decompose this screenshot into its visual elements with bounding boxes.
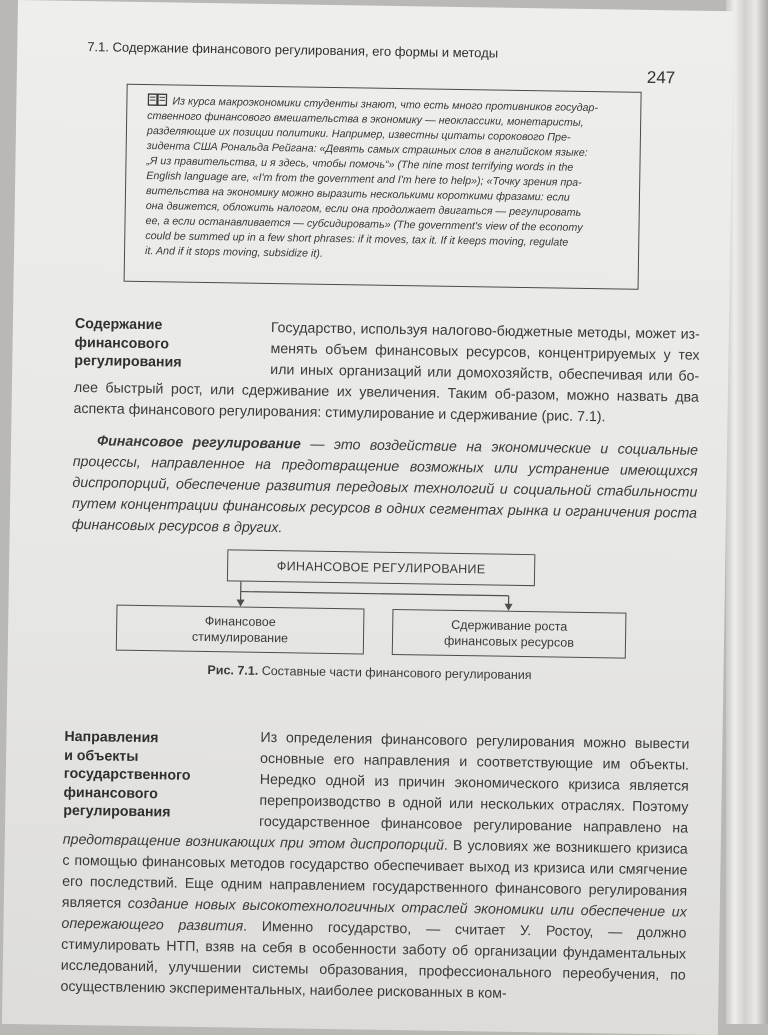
infobox-line: Из курса макроэкономики студенты знают, что есть много противников государ-	[147, 93, 630, 117]
page-number: 247	[647, 68, 676, 88]
infobox-line: could be summed up in a few short phrases: if it moves, tax it. If it keeps moving, regulate	[145, 229, 628, 252]
section-heading-directions: Направления и объекты государственного финансового регулирования	[63, 728, 191, 822]
heading-spacer	[74, 315, 271, 380]
book-icon	[147, 93, 167, 106]
paragraph-definition: Финансовое регулирование — это воздействие на экономические и социальные процессы, направленное на предотвращение возможных или устранение имеющихся диспропорций, обеспечение развития передовых технологий и социальной стабильности путем концентрации финансовых ресурсов в одних сегментах рынка и ограничения роста финансовых ресурсов в других.	[72, 431, 699, 546]
paragraph-directions: Из определения финансового регулирования можно вывести основные его направления и соответствующие им объекты. Нередко одной из причин экономического кризиса является перепроизводство в одной или нескольких отраслях. Поэтому государственное финансовое регулирование направлено на предотвращение возникающих при этом диспропорций. В условиях же возникшего кризиса с помощью финансовых методов государство обеспечивает выход из кризиса или смягчение его последствий. Еще одним направлением государственного финансового регулирования является создание новых высокотехнологичных отраслей экономики или обеспечение их опережающего развития. Именно государство, — считает У. Ростоу, — должно стимулировать НТП, взяв на себя в особенности заботу об организации фундаментальных исследований, улучшении системы образования, профессионального переобучения, по осуществлению экспериментальных, наиболее рискованных в ком-	[60, 725, 689, 1008]
diagram-box-financial-regulation: ФИНАНСОВОЕ РЕГУЛИРОВАНИЕ	[227, 549, 535, 586]
diagram-box-restraint: Сдерживание роста финансовых ресурсов	[392, 609, 627, 659]
infobox-line: она движется, обложить налогом, если она продолжает двигаться — регулировать	[146, 199, 629, 222]
section-heading-content: Содержание финансового регулирования	[74, 315, 182, 372]
infobox-line: ственного финансового вмешательства в экономику — неоклассики, монетаристы,	[147, 109, 630, 132]
heading-spacer	[63, 725, 261, 832]
infobox-line: зидента США Рональда Рейгана: «Девять самых страшных слов в английском языке:	[147, 139, 630, 162]
infobox-line: „Я из правительства, и я здесь, чтобы помочь“» (The nine most terrifying words in the	[146, 154, 629, 177]
caption-text: Составные части финансового регулирования	[262, 664, 532, 682]
figure-caption	[207, 663, 531, 682]
infobox-line: вительства на экономику можно выразить несколькими короткими фразами: если	[146, 184, 629, 207]
info-box	[124, 84, 642, 290]
diagram-box-stimulation: Финансовое стимулирование	[116, 605, 365, 655]
infobox-line: it. And if it stops moving, subsidize it).	[145, 244, 628, 267]
caption-label: Рис. 7.1.	[207, 663, 258, 678]
infobox-line: разделяющие их позиции политики. Например, известны цитаты сорокового Пре-	[147, 124, 630, 147]
book-edge	[726, 0, 768, 1024]
book-page	[2, 0, 734, 1035]
running-head: 7.1. Содержание финансового регулирования, его формы и методы	[87, 39, 498, 60]
infobox-line: ее, а если останавливается — субсидировать» (The government's view of the economy	[145, 214, 628, 237]
paragraph-1: Государство, используя налогово-бюджетные методы, может из-менять объем финансовых ресурсов, концентрируемых у тех или иных организаций или домохозяйств, обеспечивая или бо-лее быстрый рост, или сдерживание их увеличения. Таким об-разом, можно назвать два аспекта финансового регулирования: стимулирование и сдерживание (рис. 7.1).	[73, 315, 700, 430]
defined-term: Финансовое регулирование	[97, 433, 301, 452]
infobox-line: English language are, «I'm from the government and I'm here to help»); «Точку зрения пра-	[146, 169, 629, 192]
